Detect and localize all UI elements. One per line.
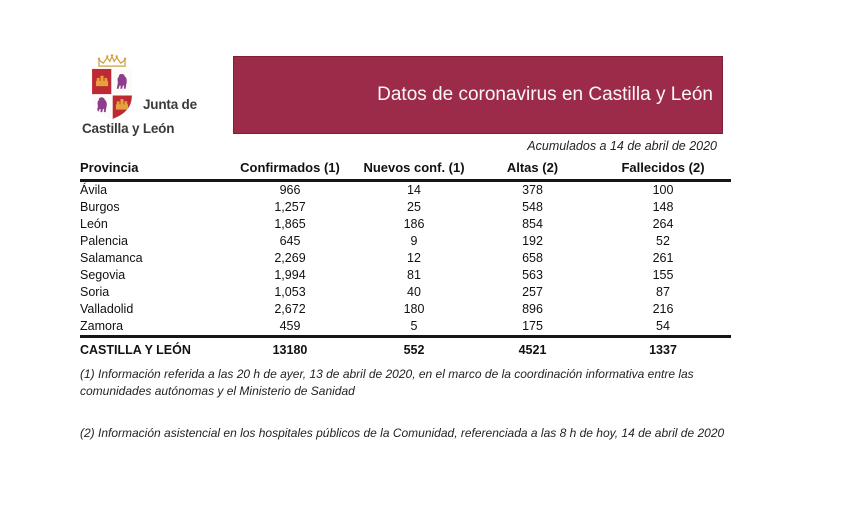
new-cases-value: 40 xyxy=(407,285,421,299)
confirmed-value: 966 xyxy=(279,183,301,197)
footnote-1: (1) Información referida a las 20 h de ayer, 13 de abril de 2020, en el marco de la coordinación informativa entre las comunidades autónomas y el Ministerio de Sanidad xyxy=(80,367,694,398)
footnotes xyxy=(80,366,758,441)
confirmed-value: 459 xyxy=(279,319,301,333)
junta-logo xyxy=(82,54,257,136)
deaths-value: 100 xyxy=(652,183,674,197)
new-cases-value: 12 xyxy=(407,251,421,265)
province-name: Segovia xyxy=(80,268,126,282)
table-row xyxy=(80,181,731,200)
table-header-row xyxy=(80,158,731,181)
new-cases-value: 5 xyxy=(410,319,418,333)
new-cases-value: 9 xyxy=(410,234,418,248)
footnote-2: (2) Información asistencial en los hospitales públicos de la Comunidad, referenciada a las 8 h de hoy, 14 de abril de 2020 xyxy=(80,425,725,440)
recovered-value: 658 xyxy=(522,251,543,265)
column-header-nuevos: Nuevos conf. (1) xyxy=(358,158,470,181)
page-title: Datos de coronavirus en Castilla y León xyxy=(377,84,713,105)
province-name: Valladolid xyxy=(80,302,134,316)
new-cases-value: 14 xyxy=(407,183,421,197)
confirmed-value: 1,257 xyxy=(274,200,306,214)
total-confirmed-value: 13180 xyxy=(222,337,358,360)
confirmed-value: 1,865 xyxy=(274,217,306,231)
province-name: León xyxy=(80,217,108,231)
recovered-value: 192 xyxy=(522,234,543,248)
province-name: Ávila xyxy=(80,183,108,197)
deaths-value: 261 xyxy=(652,251,674,265)
deaths-value: 148 xyxy=(652,200,674,214)
confirmed-value: 645 xyxy=(279,234,301,248)
column-header-altas: Altas (2) xyxy=(470,158,595,181)
accumulated-date-label: Acumulados a 14 de abril de 2020 xyxy=(527,139,717,153)
confirmed-value: 1,053 xyxy=(274,285,306,299)
deaths-value: 52 xyxy=(656,234,670,248)
table-row xyxy=(80,199,731,216)
recovered-value: 175 xyxy=(522,319,543,333)
total-new-cases-value: 552 xyxy=(358,337,470,360)
new-cases-value: 25 xyxy=(407,200,421,214)
logo-text-junta-de: Junta de xyxy=(143,97,197,112)
table-row xyxy=(80,216,731,233)
province-name: Salamanca xyxy=(80,251,143,265)
province-name: Burgos xyxy=(80,200,120,214)
deaths-value: 87 xyxy=(656,285,670,299)
new-cases-value: 81 xyxy=(407,268,421,282)
logo-row xyxy=(82,54,257,120)
column-header-fallecidos: Fallecidos (2) xyxy=(595,158,731,181)
total-deaths-value: 1337 xyxy=(595,337,731,360)
table-row xyxy=(80,233,731,250)
deaths-value: 216 xyxy=(652,302,674,316)
table-row xyxy=(80,284,731,301)
coat-of-arms-icon xyxy=(87,54,137,120)
province-name: Soria xyxy=(80,285,110,299)
total-label: CASTILLA Y LEÓN xyxy=(80,337,222,360)
deaths-value: 155 xyxy=(652,268,674,282)
recovered-value: 548 xyxy=(522,200,543,214)
crown-icon xyxy=(98,54,126,66)
province-name: Palencia xyxy=(80,234,128,248)
recovered-value: 896 xyxy=(522,302,543,316)
column-header-provincia: Provincia xyxy=(80,158,222,181)
title-banner xyxy=(233,56,723,134)
new-cases-value: 186 xyxy=(403,217,425,231)
new-cases-value: 180 xyxy=(403,302,425,316)
confirmed-value: 2,269 xyxy=(274,251,306,265)
logo-text-castilla-y-leon: Castilla y León xyxy=(82,121,175,136)
covid-data-table xyxy=(80,158,731,359)
province-name: Zamora xyxy=(80,319,124,333)
table-row xyxy=(80,250,731,267)
table-total-row xyxy=(80,337,731,360)
confirmed-value: 2,672 xyxy=(274,302,306,316)
recovered-value: 257 xyxy=(522,285,543,299)
table-row xyxy=(80,267,731,284)
recovered-value: 378 xyxy=(522,183,543,197)
recovered-value: 563 xyxy=(522,268,543,282)
deaths-value: 264 xyxy=(652,217,674,231)
table-row xyxy=(80,318,731,337)
deaths-value: 54 xyxy=(656,319,670,333)
table-row xyxy=(80,301,731,318)
column-header-confirmados: Confirmados (1) xyxy=(222,158,358,181)
total-recovered-value: 4521 xyxy=(470,337,595,360)
recovered-value: 854 xyxy=(522,217,543,231)
confirmed-value: 1,994 xyxy=(274,268,306,282)
